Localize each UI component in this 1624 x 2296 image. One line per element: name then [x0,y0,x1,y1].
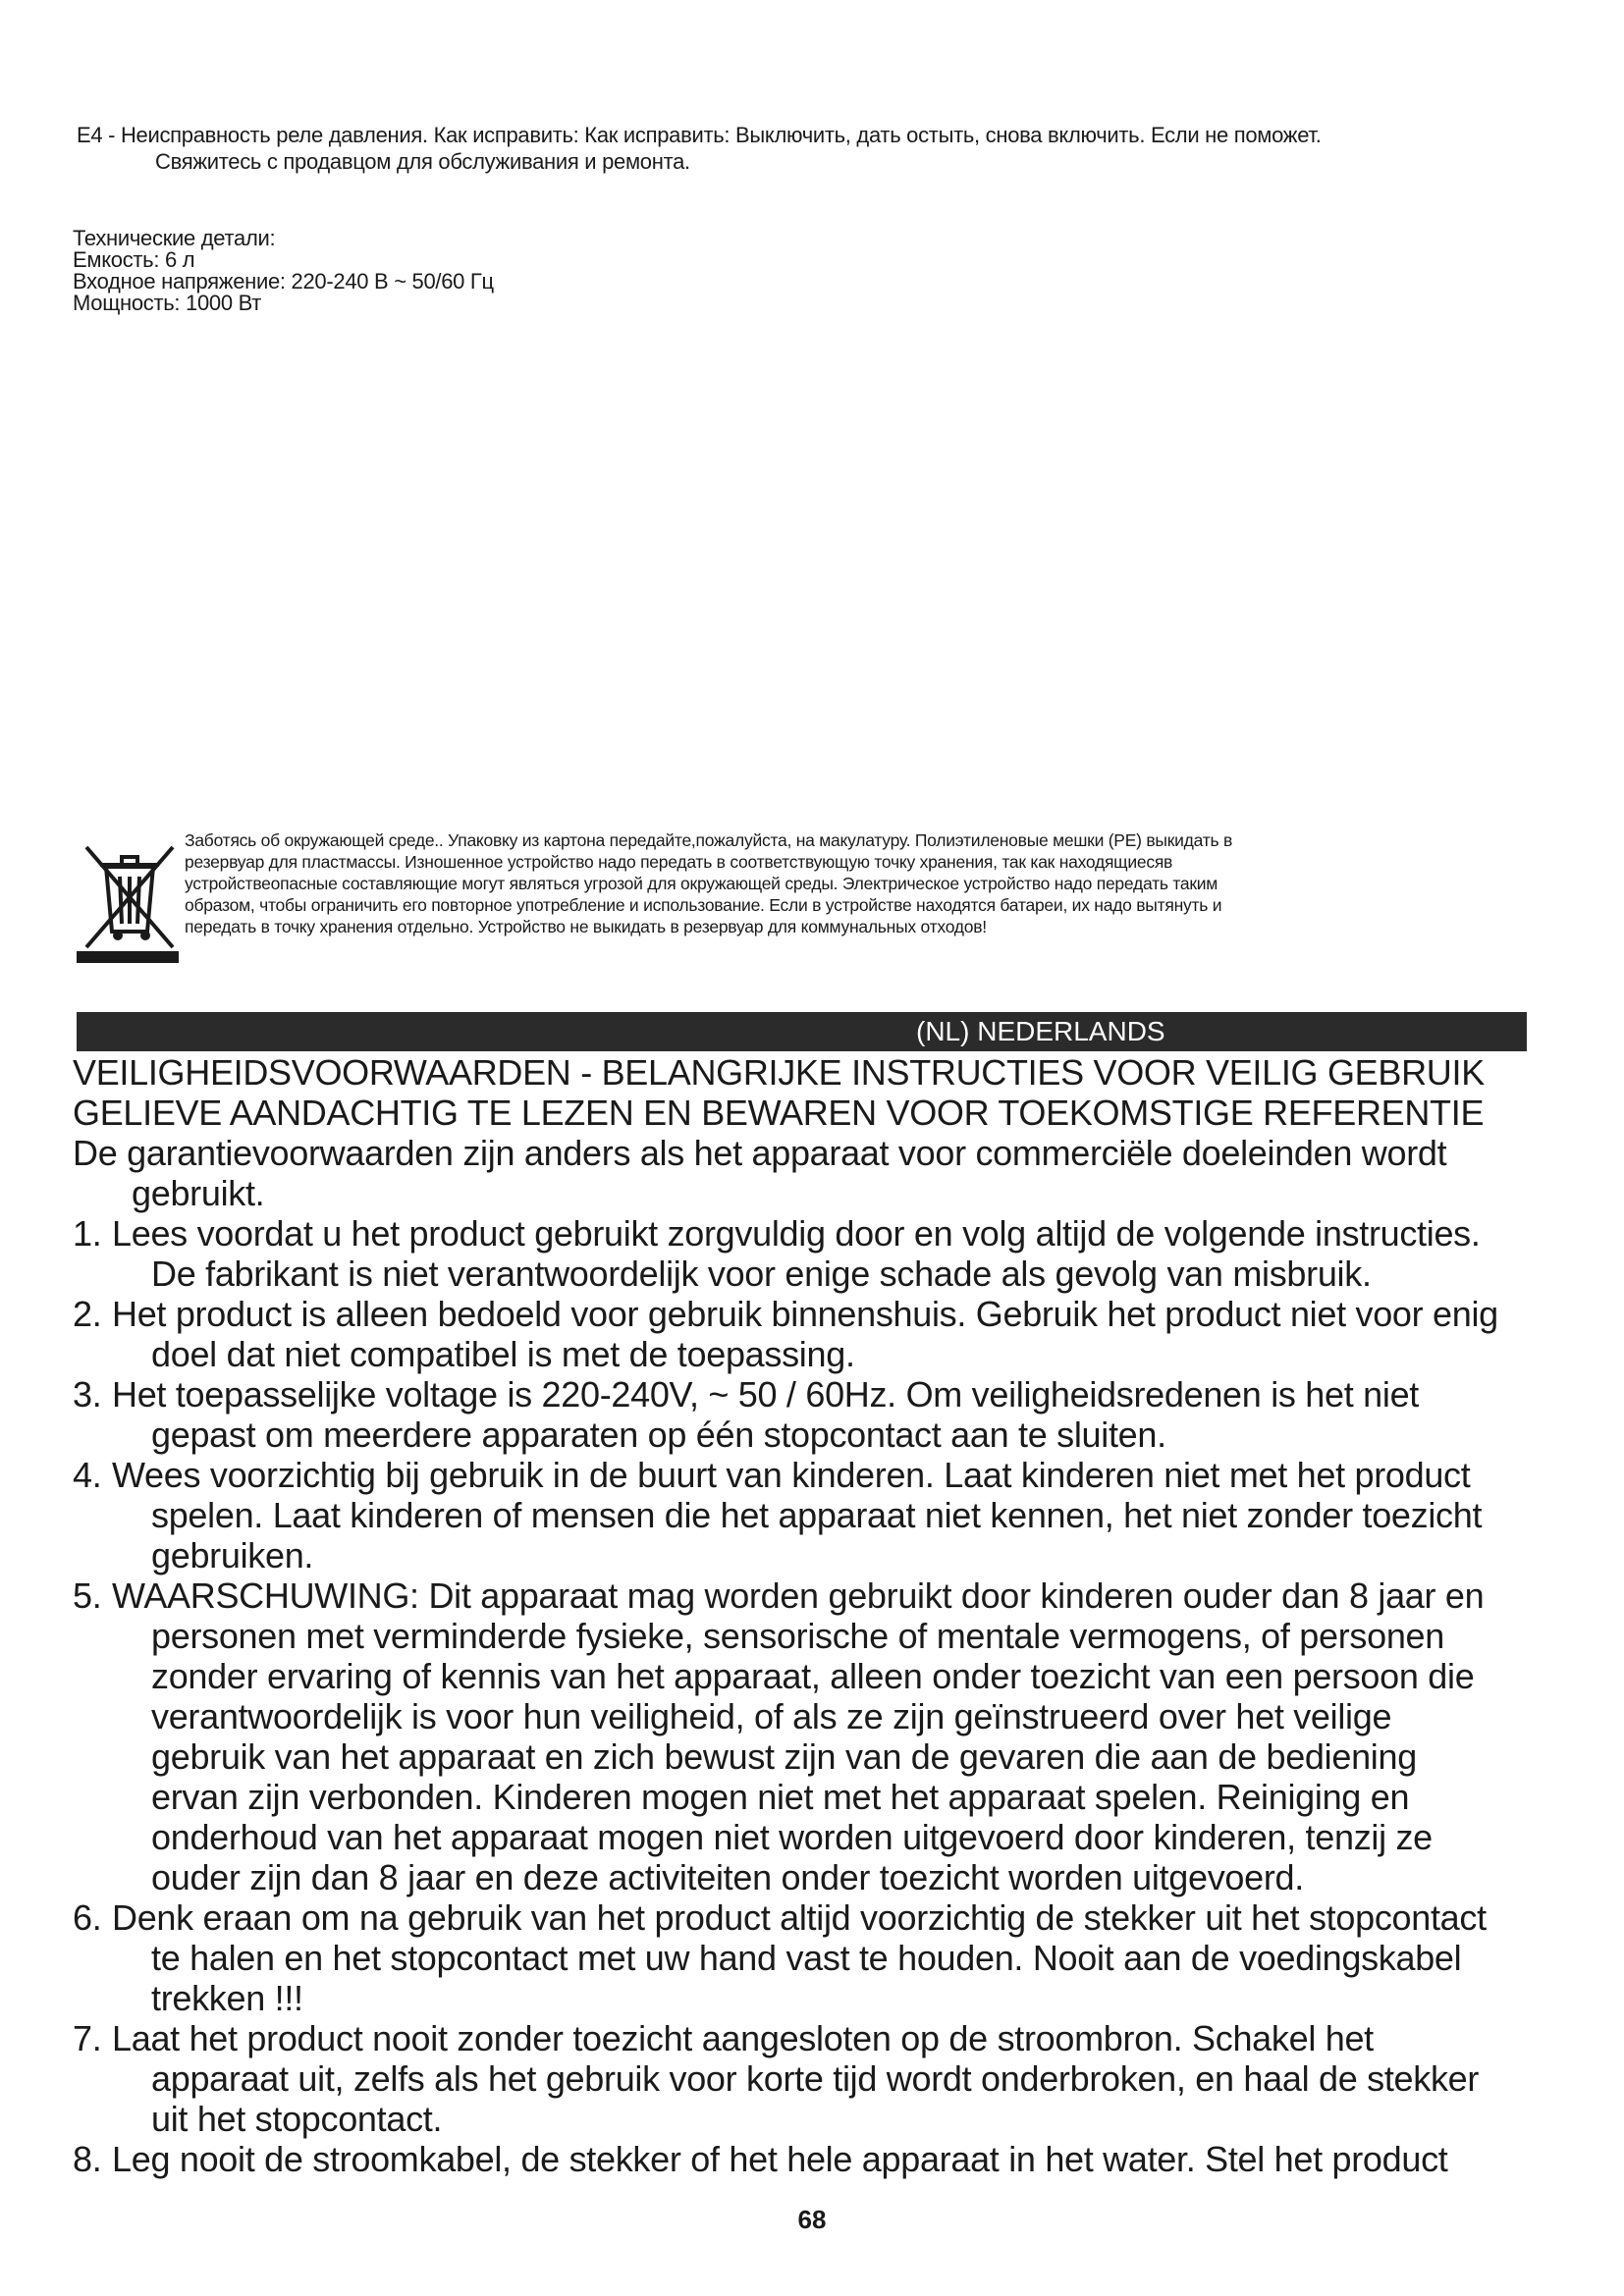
eco-text [185,829,1579,937]
rule-line: apparaat uit, zelfs als het gebruik voor korte tijd wordt onderbroken, en haal de stekker [151,2058,1480,2099]
rule-number: 7. [73,2018,102,2058]
warranty-intro [73,1133,1545,1213]
dutch-safety-section [73,1052,1545,2179]
rule-line: gebruiken. [151,1535,314,1575]
safety-rule-1 [73,1213,1545,1294]
weee-crossed-bin-icon [77,837,183,963]
rule-line: gepast om meerdere apparaten op één stopcontact aan te sluiten. [151,1415,1166,1455]
rule-line: doel dat niet compatibel is met de toepassing. [151,1334,855,1374]
rule-line: spelen. Laat kinderen of mensen die het apparaat niet kennen, het niet zonder toezicht [151,1495,1483,1535]
rule-line: Het product is alleen bedoeld voor gebruik binnenshuis. Gebruik het product niet voor enig [112,1294,1498,1334]
rule-line: ouder zijn dan 8 jaar en deze activiteiten onder toezicht worden uitgevoerd. [151,1857,1304,1897]
safety-rule-2 [73,1294,1545,1374]
rule-line: ervan zijn verbonden. Kinderen mogen niet met het apparaat spelen. Reiniging en [151,1777,1410,1817]
error-e4-line-cont: Свяжитесь с продавцом для обслуживания и ремонта. [155,149,690,174]
rule-line: Lees voordat u het product gebruikt zorgvuldig door en volg altijd de volgende instructies. [112,1213,1481,1254]
rule-line: uit het stopcontact. [151,2099,443,2139]
language-section-label: (NL) NEDERLANDS [916,1016,1165,1046]
rule-line: Wees voorzichtig bij gebruik in de buurt van kinderen. Laat kinderen niet met het product [112,1455,1471,1495]
eco-disposal-notice [77,829,1549,967]
rule-line: gebruik van het apparaat en zich bewust zijn van de gevaren die aan de bediening [151,1736,1417,1777]
error-e4-line: E4 - Неисправность реле давления. Как исправить: Как исправить: Выключить, дать остыть, снова включить. Если не поможет. [77,123,1322,147]
rule-number: 4. [73,1455,102,1495]
safety-rule-4 [73,1455,1545,1575]
error-e4-block [77,122,1549,175]
rule-line: WAARSCHUWING: Dit apparaat mag worden gebruikt door kinderen ouder dan 8 jaar en [112,1575,1485,1616]
tech-capacity: Емкость: 6 л [73,247,195,272]
safety-heading: VEILIGHEIDSVOORWAARDEN - BELANGRIJKE INSTRUCTIES VOOR VEILIG GEBRUIK [73,1052,1485,1093]
eco-line: резервуар для пластмассы. Изношенное устройство надо передать в соответствующую точку хранения, так как находящиесяв [185,852,1173,872]
tech-voltage: Входное напряжение: 220-240 В ~ 50/60 Гц [73,269,494,294]
rule-line: personen met verminderde fysieke, sensorische of mentale vermogens, of personen [151,1616,1445,1656]
rule-line: verantwoordelijk is voor hun veiligheid, of als ze zijn geïnstrueerd over het veilige [151,1696,1392,1736]
page-number: 68 [797,2205,827,2234]
rule-line: Laat het product nooit zonder toezicht aangesloten op de stroombron. Schakel het [112,2018,1374,2058]
safety-rule-6 [73,1897,1545,2018]
safety-rule-5 [73,1575,1545,1897]
rule-line: trekken !!! [151,1978,303,2018]
safety-rule-3 [73,1374,1545,1455]
safety-rules-list [73,1213,1545,2179]
intro-line: gebruikt. [132,1173,265,1213]
technical-details [73,228,494,314]
rule-number: 6. [73,1897,102,1938]
safety-rule-8 [73,2139,1545,2179]
rule-line: zonder ervaring of kennis van het apparaat, alleen onder toezicht van een persoon die [151,1656,1475,1696]
tech-power: Мощность: 1000 Вт [73,291,262,315]
rule-line: Het toepasselijke voltage is 220-240V, ~ 50 / 60Hz. Om veiligheidsredenen is het niet [112,1374,1419,1415]
rule-number: 3. [73,1374,102,1415]
rule-line: Leg nooit de stroomkabel, de stekker of het hele apparaat in het water. Stel het product [112,2139,1448,2179]
eco-line: Заботясь об окружающей среде.. Упаковку из картона передайте,пожалуйста, на макулатуру. Полиэтиленовые мешки (PE) выкидать в [185,830,1232,850]
eco-line: передать в точку хранения отдельно. Устройство не выкидать в резервуар для коммунальных отходов! [185,917,987,936]
rule-number: 1. [73,1213,102,1254]
rule-number: 5. [73,1575,102,1616]
rule-line: Denk eraan om na gebruik van het product altijd voorzichtig de stekker uit het stopcontact [112,1897,1487,1938]
eco-line: устройствеопасные составляющие могут являться угрозой для окружающей среды. Электрическое устройство надо передать таким [185,874,1218,893]
rule-number: 2. [73,1294,102,1334]
rule-line: te halen en het stopcontact met uw hand vast te houden. Nooit aan de voedingskabel [151,1938,1462,1978]
rule-line: onderhoud van het apparaat mogen niet worden uitgevoerd door kinderen, tenzij ze [151,1817,1433,1857]
language-section-bar [77,1012,1527,1051]
safety-rule-7 [73,2018,1545,2139]
intro-line: De garantievoorwaarden zijn anders als het apparaat voor commerciële doeleinden wordt [73,1133,1447,1173]
tech-title: Технические детали: [73,226,276,250]
safety-subheading: GELIEVE AANDACHTIG TE LEZEN EN BEWAREN VOOR TOEKOMSTIGE REFERENTIE [73,1093,1485,1133]
rule-number: 8. [73,2139,102,2179]
rule-line: De fabrikant is niet verantwoordelijk voor enige schade als gevolg van misbruik. [151,1254,1372,1294]
eco-line: образом, чтобы ограничить его повторное употребление и использование. Если в устройстве находятся батареи, их надо вытянуть и [185,895,1222,915]
